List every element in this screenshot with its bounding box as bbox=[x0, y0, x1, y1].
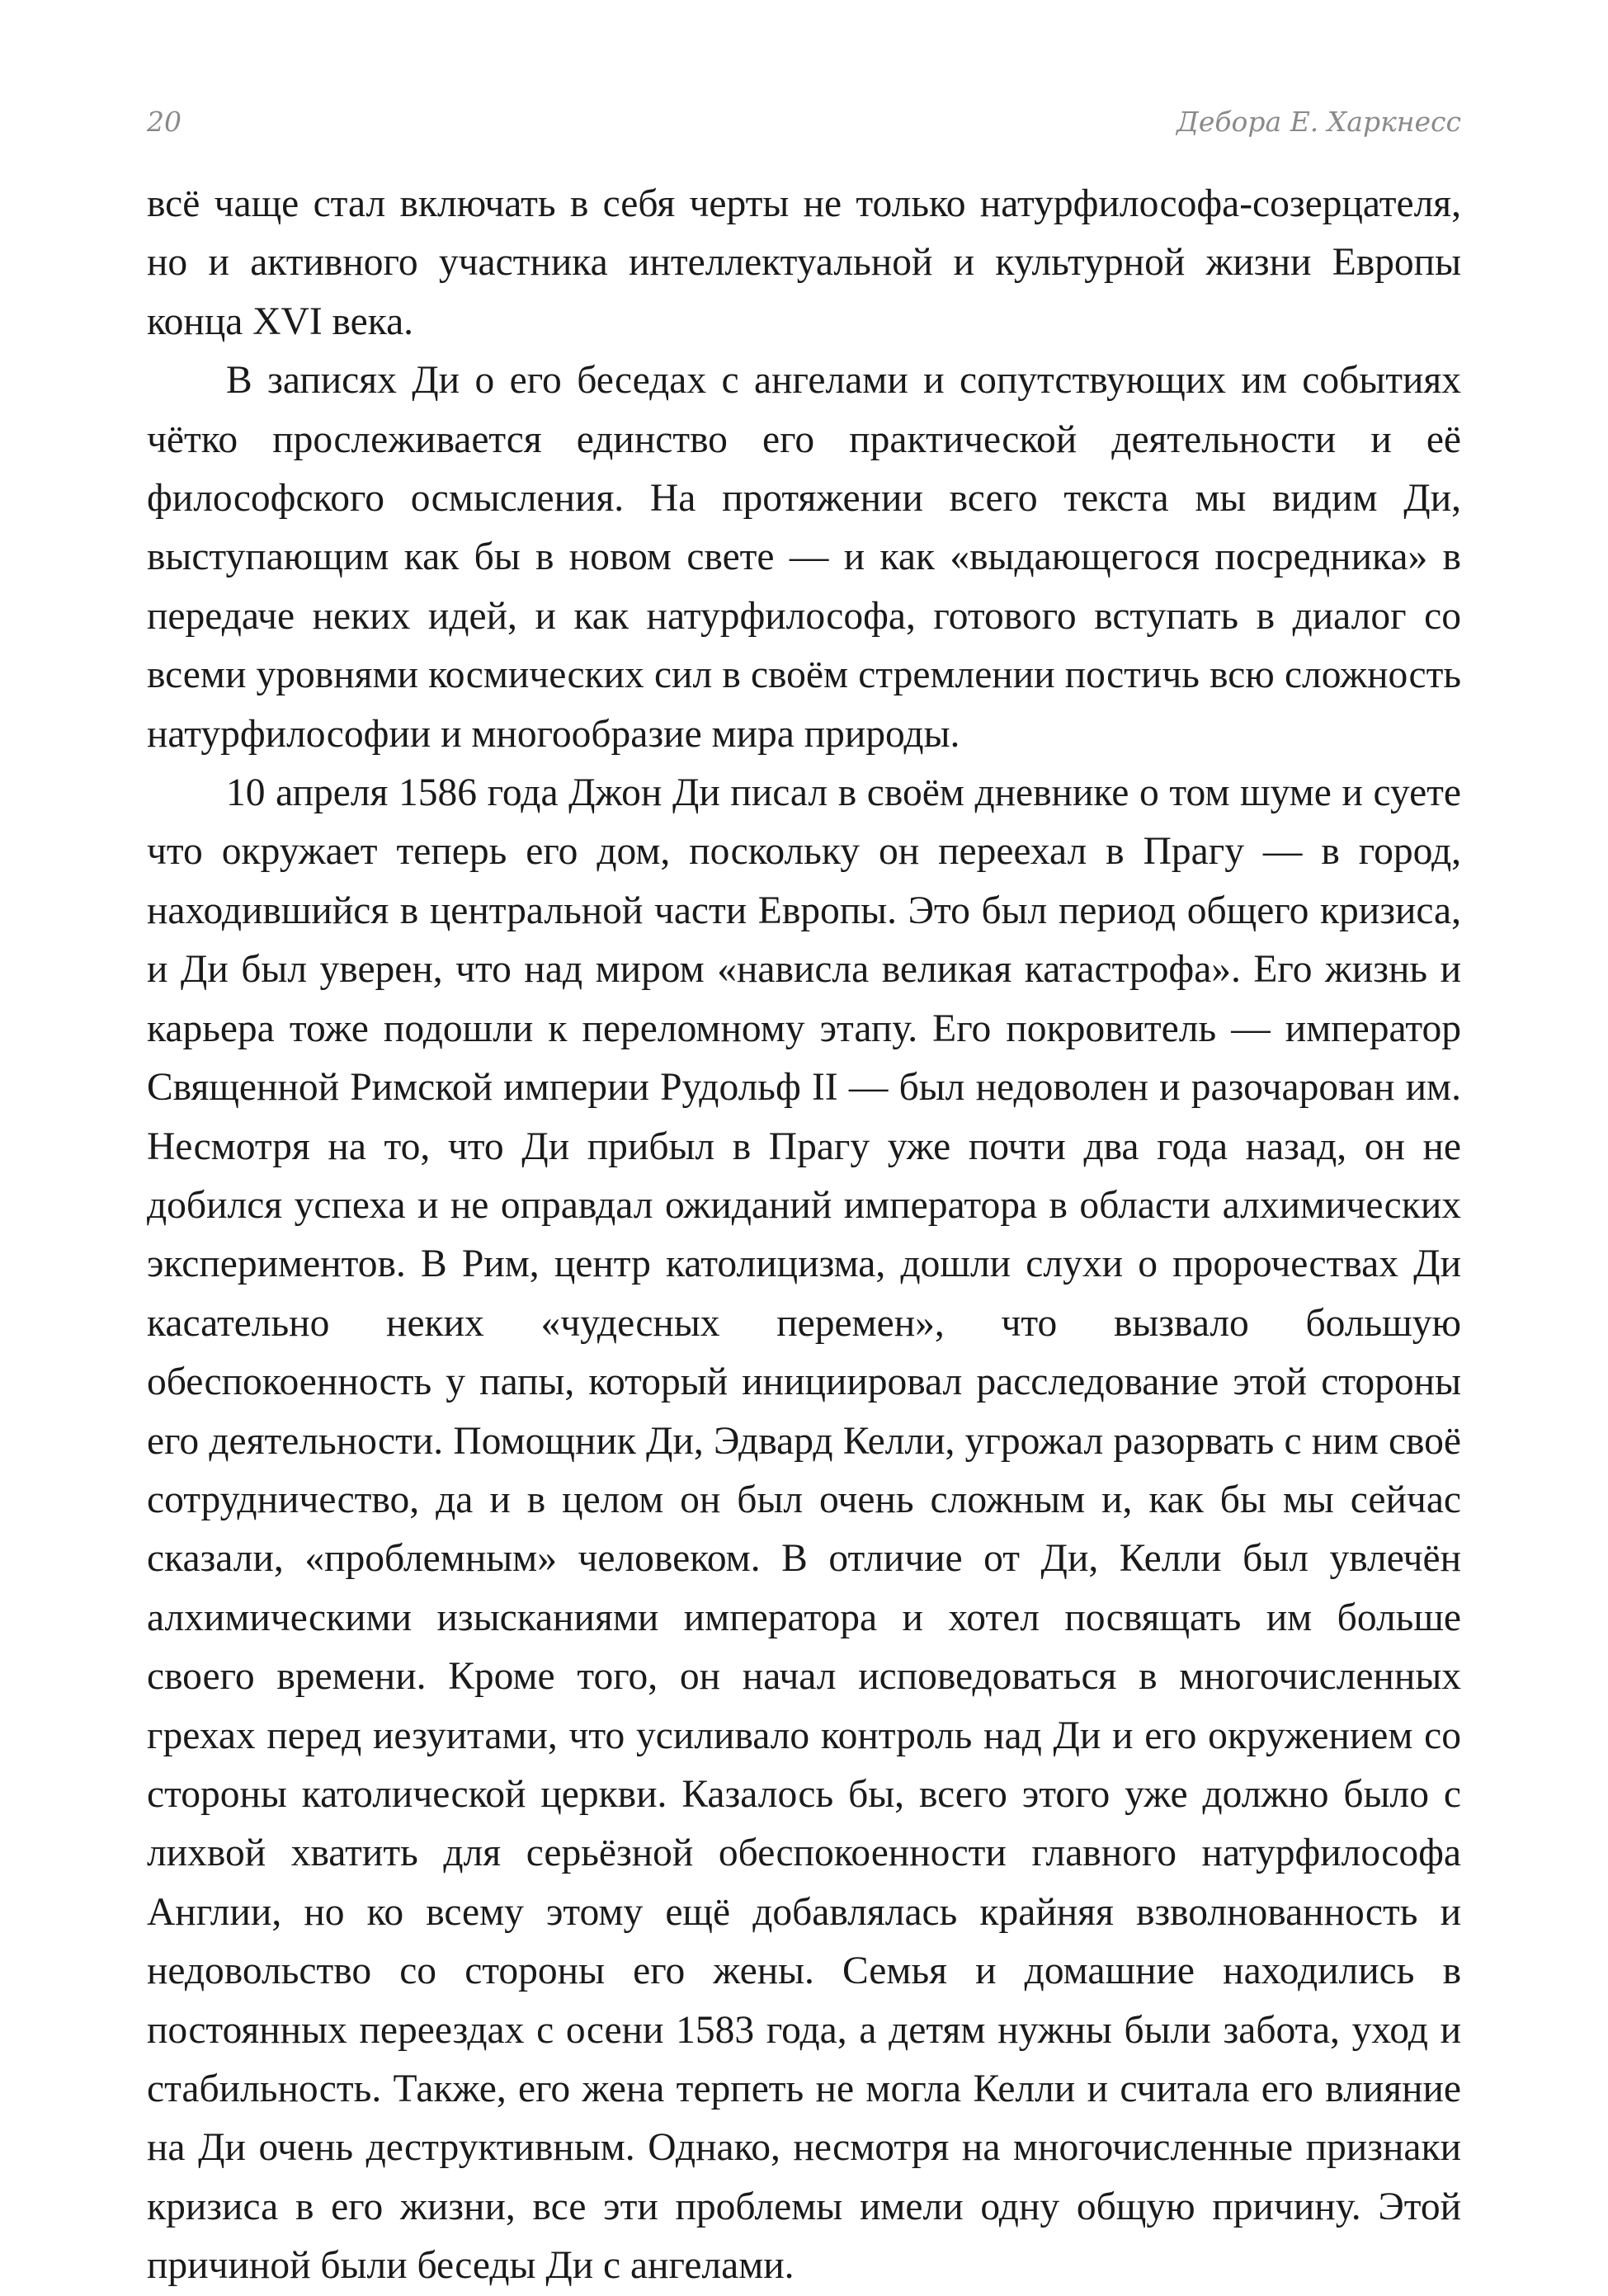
page-number: 20 bbox=[147, 106, 182, 138]
body-text bbox=[147, 175, 1461, 2296]
running-head bbox=[147, 106, 1461, 147]
running-title: Дебора Е. Харкнесс bbox=[1177, 106, 1461, 138]
paragraph-prague-1586: 10 апреля 1586 года Джон Ди писал в своём дневнике о том шуме и суете что окружает теперь его дом, поскольку он переехал в Прагу — в город, находившийся в центральной части Европы. Это был период общего кризиса, и Ди был уверен, что над миром «нависла великая катастрофа». Его жизнь и карьера тоже подошли к переломному этапу. Его покровитель — император Священной Римской империи Рудольф II — был недоволен и разочарован им. Несмотря на то, что Ди прибыл в Прагу уже почти два года назад, он не добился успеха и не оправдал ожиданий императора в области алхимических экспериментов. В Рим, центр католицизма, дошли слухи о пророчествах Ди касательно неких «чудесных перемен», что вызвало большую обеспокоенность у папы, который инициировал расследование этой стороны его деятельности. Помощник Ди, Эдвард Келли, угрожал разорвать с ним своё сотрудничество, да и в целом он был очень сложным и, как бы мы сейчас сказали, «проблемным» человеком. В отличие от Ди, Келли был увлечён алхимическими изысканиями императора и хотел посвящать им больше своего времени. Кроме того, он начал исповедоваться в многочисленных грехах перед иезуитами, что усиливало контроль над Ди и его окружением со стороны католической церкви. Казалось бы, всего этого уже должно было с лихвой хватить для серьёзной обеспокоенности главного натурфилософа Англии, но ко всему этому ещё добавлялась крайняя взволнованность и недовольство со стороны его жены. Семья и домашние находились в постоянных переездах с осени 1583 года, а детям нужны были забота, уход и стабильность. Также, его жена терпеть не могла Келли и считала его влияние на Ди очень деструктивным. Однако, несмотря на многочисленные признаки кризиса в его жизни, все эти проблемы имели одну общую причину. Этой причиной были беседы Ди с ангелами. bbox=[147, 771, 1461, 2288]
paragraph-angel-records: В записях Ди о его беседах с ангелами и сопутствующих им событиях чётко прослеживается единство его практической деятельности и её философского осмысления. На протяжении всего текста мы видим Ди, выступающим как бы в новом свете — и как «выдающегося посредника» в передаче неких идей, и как натурфилософа, готового вступать в диалог со всеми уровнями космических сил в своём стремлении постичь всю сложность натурфилософии и многообразие мира природы. bbox=[147, 359, 1461, 756]
paragraph-continued: всё чаще стал включать в себя черты не только натурфилософа-созерцателя, но и активного участника интеллектуальной и культурной жизни Европы конца XVI века. bbox=[147, 182, 1461, 343]
